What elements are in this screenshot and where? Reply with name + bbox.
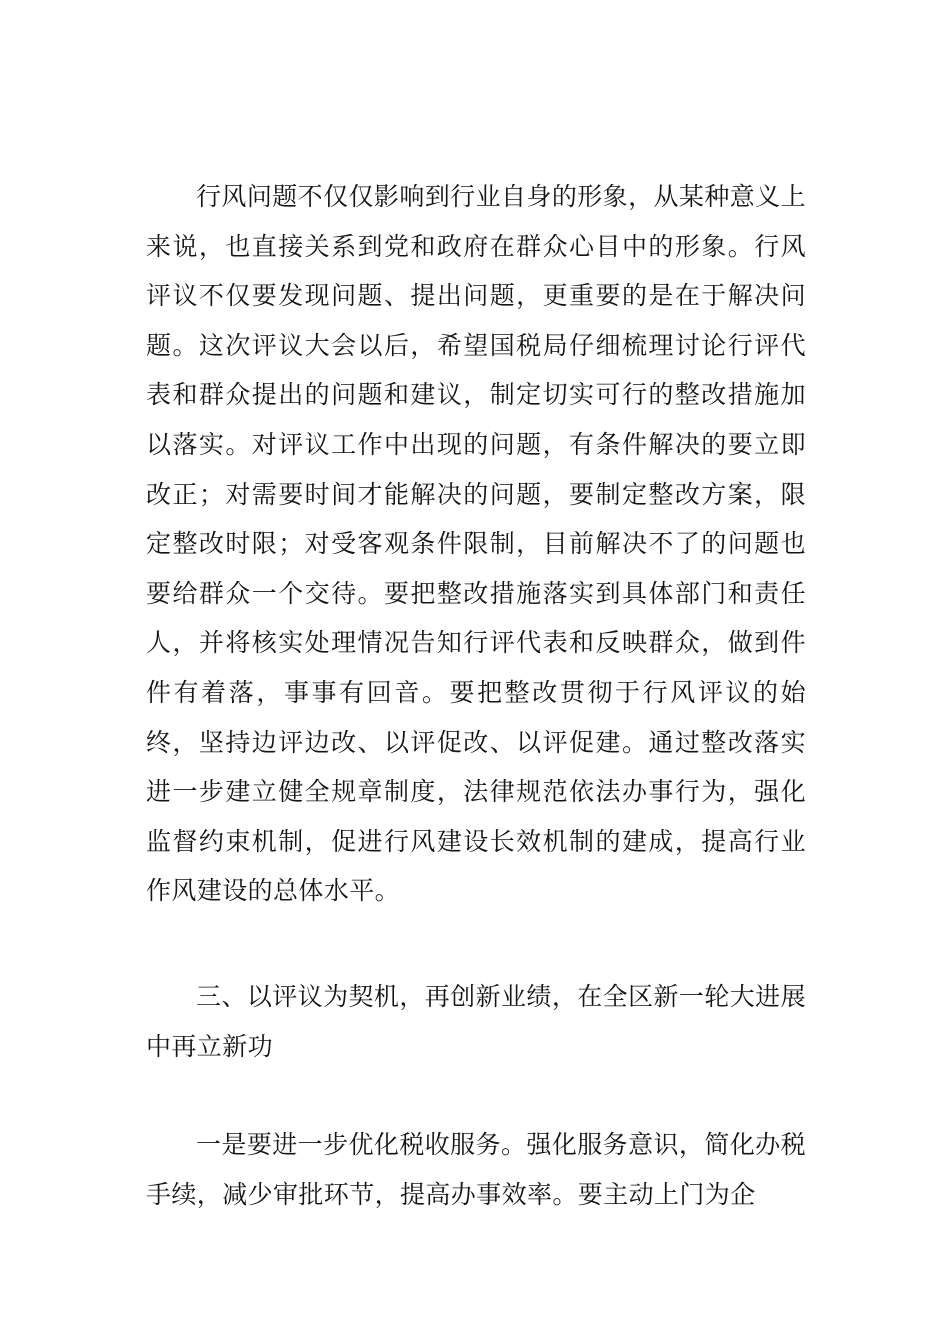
body-paragraph: 一是要进一步优化税收服务。强化服务意识，简化办税手续，减少审批环节，提高办事效率。要主动上门为企 xyxy=(146,1130,806,1209)
section-heading: 三、以评议为契机，再创新业绩，在全区新一轮大进展中再立新功 xyxy=(146,982,806,1061)
body-paragraph: 行风问题不仅仅影响到行业自身的形象，从某种意义上来说，也直接关系到党和政府在群众心目中的形象。行风评议不仅要发现问题、提出问题，更重要的是在于解决问题。这次评议大会以后，希望国税局仔细梳理讨论行评代表和群众提出的问题和建议，制定切实可行的整改措施加以落实。对评议工作中出现的问题，有条件解决的要立即改正；对需要时间才能解决的问题，要制定整改方案，限定整改时限；对受客观条件限制，目前解决不了的问题也要给群众一个交待。要把整改措施落实到具体部门和责任人，并将核实处理情况告知行评代表和反映群众，做到件件有着落，事事有回音。要把整改贯彻于行风评议的始终，坚持边评边改、以评促改、以评促建。通过整改落实进一步建立健全规章制度，法律规范依法办事行为，强化监督约束机制，促进行风建设长效机制的建成，提高行业作风建设的总体水平。 xyxy=(146,182,806,906)
